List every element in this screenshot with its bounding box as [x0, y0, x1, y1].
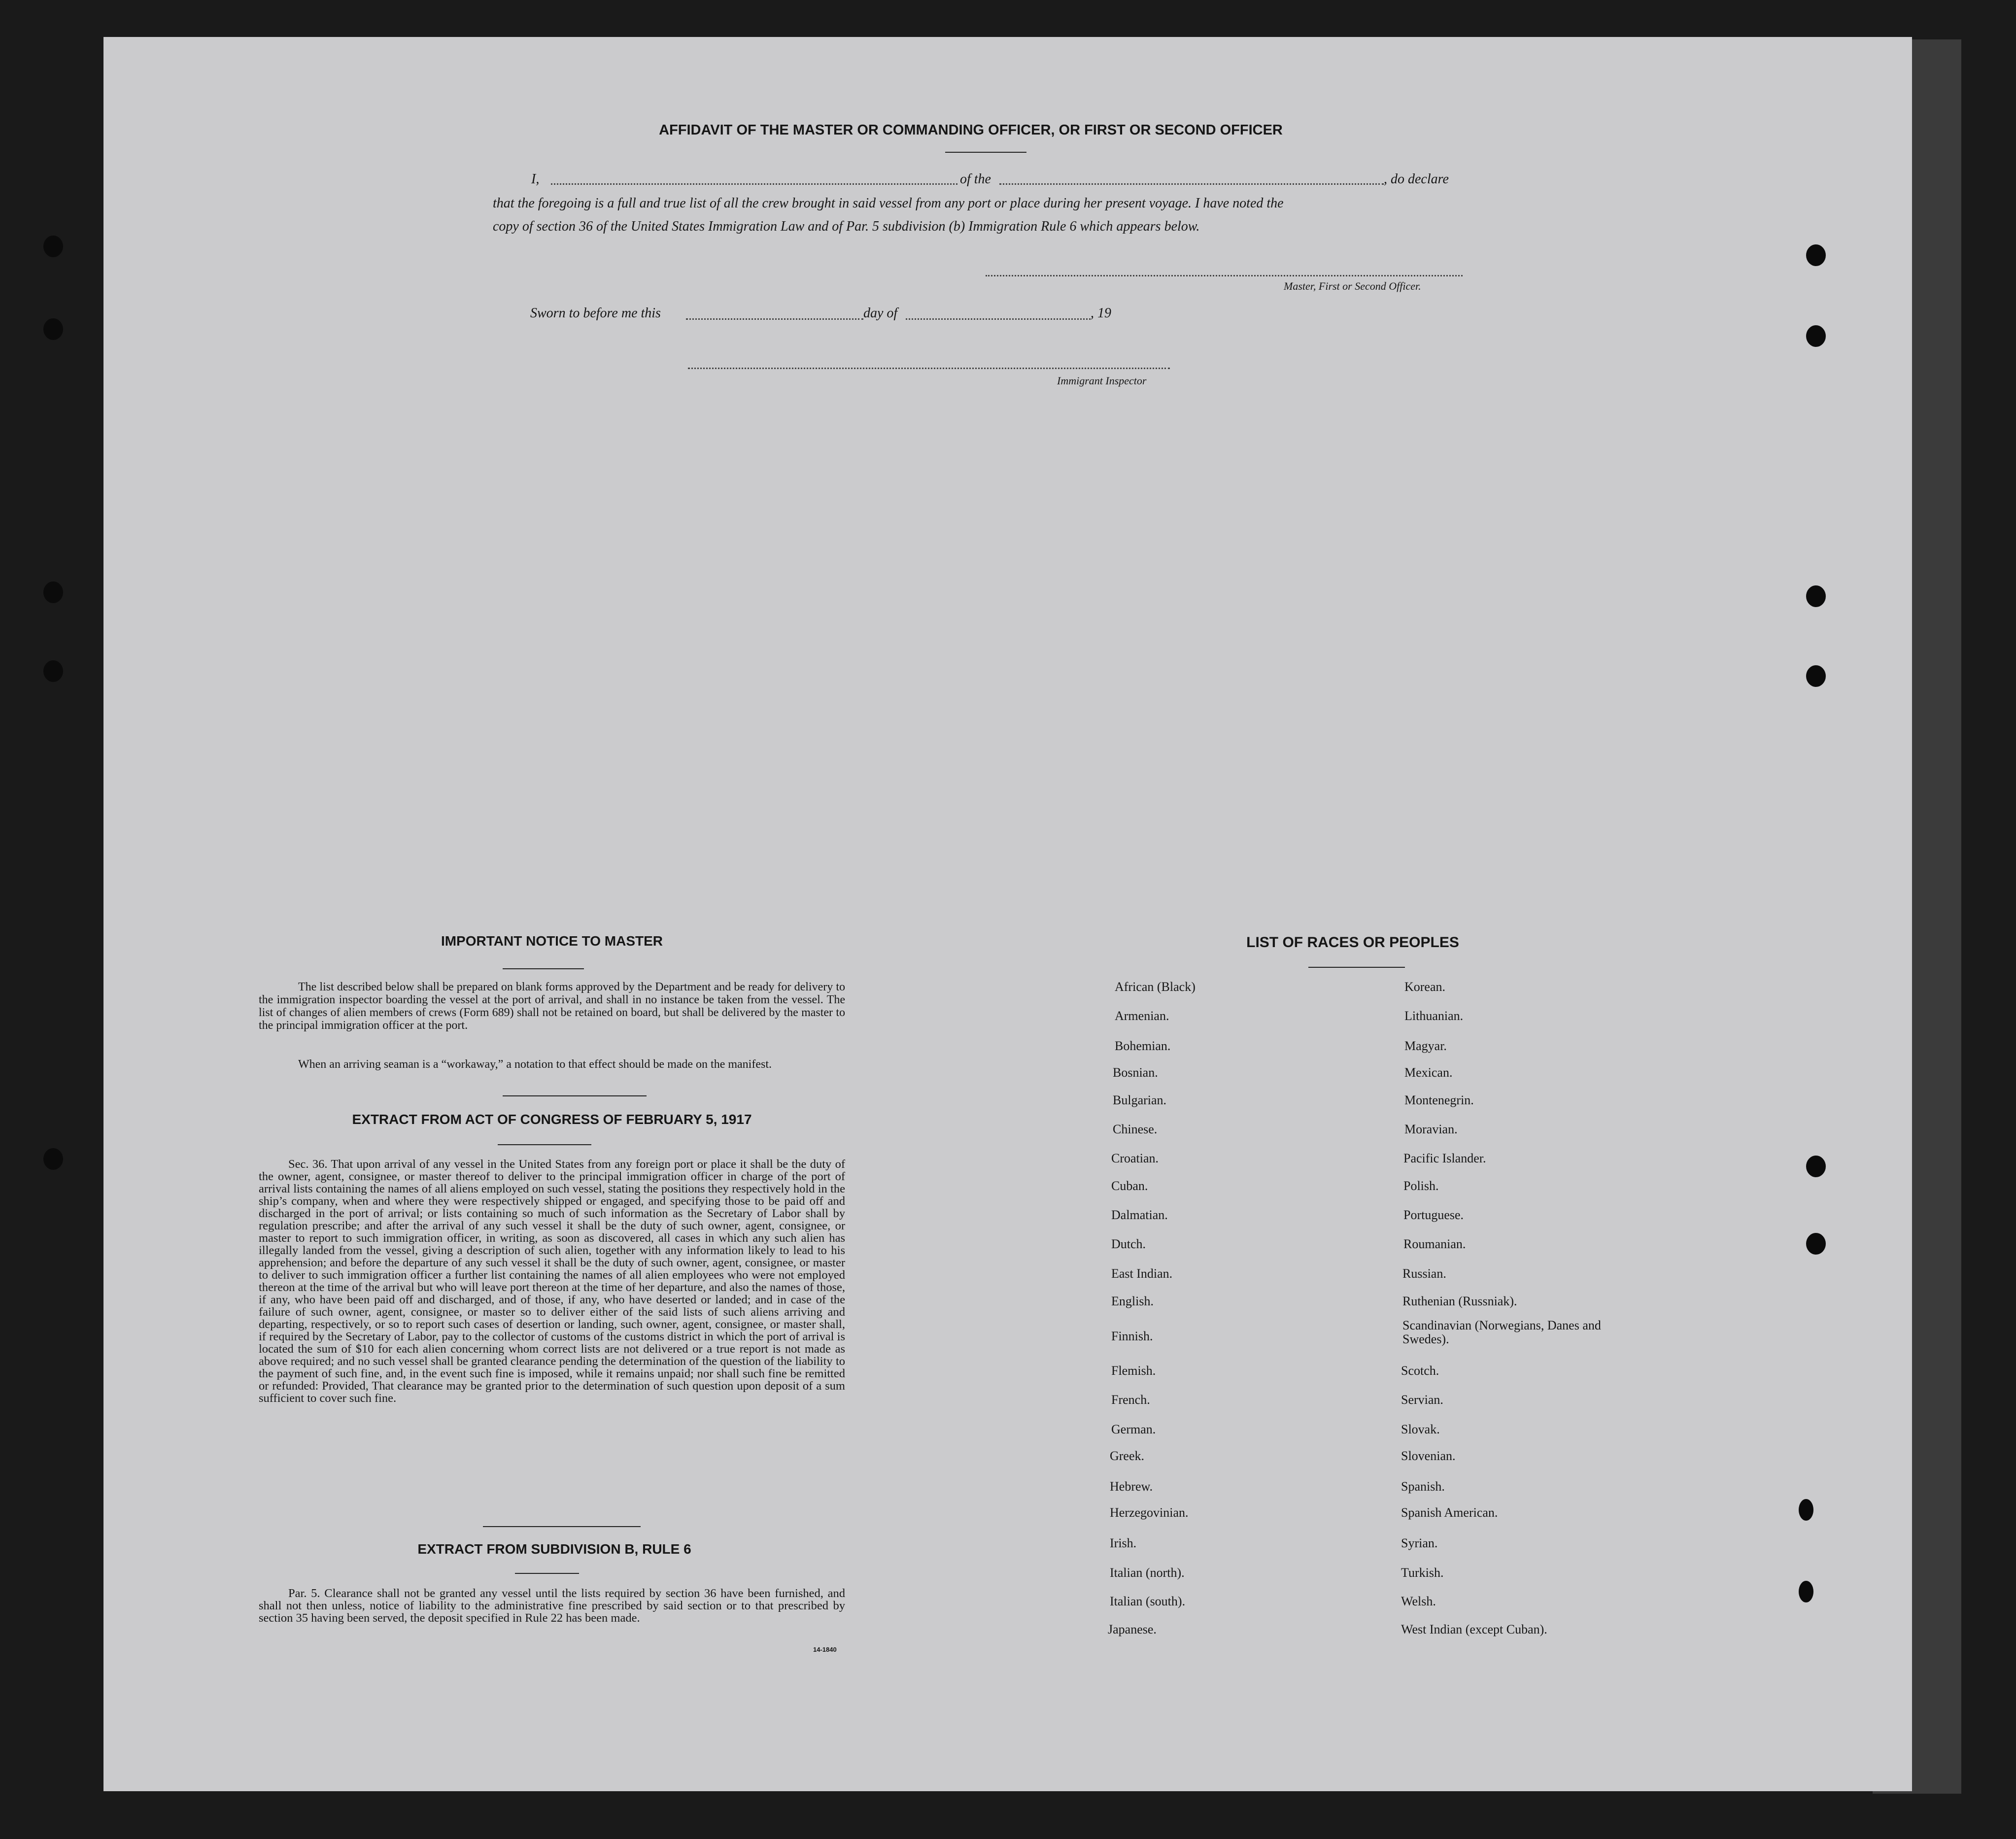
notice-paragraph-1: The list described below shall be prepared on blank forms approved by the Department and be ready for delivery to the immigration inspector boarding the vessel at the port of arrival, and shall in no instance be taken from the vessel. The list of changes of alien members of crews (Form 689) shall not be retained on board, but shall be delivered by the master to the principal immigration officer at the port. — [259, 981, 845, 1032]
officer-signature-label: Master, First or Second Officer. — [1284, 280, 1421, 292]
race-item: German. — [1111, 1422, 1156, 1436]
race-item: Montenegrin. — [1404, 1093, 1474, 1107]
race-item: Armenian. — [1115, 1009, 1169, 1023]
race-item: African (Black) — [1115, 980, 1196, 994]
binder-hole-right-1 — [1806, 244, 1826, 266]
sworn-day-field[interactable] — [686, 318, 863, 320]
race-item: Chinese. — [1113, 1122, 1158, 1136]
affidavit-title-rule — [945, 152, 1026, 153]
race-item: English. — [1111, 1294, 1154, 1308]
notice-end-rule — [503, 1095, 647, 1096]
inspector-signature-field[interactable] — [688, 368, 1170, 369]
race-item: Dalmatian. — [1111, 1208, 1168, 1222]
race-item: East Indian. — [1111, 1266, 1173, 1281]
act-extract-title: EXTRACT FROM ACT OF CONGRESS OF FEBRUARY 5, 1917 — [352, 1112, 752, 1127]
race-item: Syrian. — [1401, 1536, 1438, 1550]
binder-hole-right-6 — [1806, 1233, 1826, 1255]
race-item: Cuban. — [1111, 1179, 1148, 1193]
race-item: Pacific Islander. — [1403, 1151, 1486, 1165]
race-item: Lithuanian. — [1404, 1009, 1464, 1023]
race-item: French. — [1111, 1393, 1150, 1407]
race-item: Moravian. — [1404, 1122, 1458, 1136]
race-item: Greek. — [1110, 1449, 1145, 1463]
race-item: Spanish American. — [1401, 1505, 1498, 1520]
race-item: Irish. — [1110, 1536, 1137, 1550]
race-item: West Indian (except Cuban). — [1401, 1622, 1547, 1636]
race-item: Croatian. — [1111, 1151, 1159, 1165]
races-title-rule — [1308, 967, 1405, 968]
race-item: Portuguese. — [1403, 1208, 1464, 1222]
race-item: Roumanian. — [1403, 1237, 1466, 1251]
act-extract-title-rule — [498, 1144, 591, 1145]
binder-hole-right-2 — [1806, 325, 1826, 347]
race-item: Flemish. — [1111, 1363, 1156, 1378]
notice-paragraph-2: When an arriving seaman is a “workaway,” a notation to that effect should be made on the manifest. — [298, 1058, 772, 1071]
binder-hole-left-4 — [43, 660, 63, 682]
affidavit-title: AFFIDAVIT OF THE MASTER OR COMMANDING OFFICER, OR FIRST OR SECOND OFFICER — [659, 122, 1283, 138]
race-item: Korean. — [1404, 980, 1446, 994]
race-item: Mexican. — [1404, 1065, 1453, 1080]
binder-hole-left-5 — [43, 1148, 63, 1170]
binder-hole-right-5 — [1806, 1156, 1826, 1177]
officer-signature-field[interactable] — [986, 275, 1463, 276]
race-item: Ruthenian (Russniak). — [1402, 1294, 1517, 1308]
act-extract-text: Sec. 36. That upon arrival of any vessel in the United States from any foreign port or place it shall be the duty of the owner, agent, consignee, or master thereof to deliver to the principal immigration officer in charge of the port of arrival lists containing the names of all aliens employed on such vessel, stating the positions they respectively hold in the ship’s company, when and where they were respectively shipped or engaged, and specifying those to be paid off and discharged in the port of arrival; or lists containing so much of such information as the Secretary of Labor shall by regulation prescribe; and after the arrival of any such vessel it shall be the duty of such owner, agent, consignee, or master to report to such immigration officer, in writing, as soon as discovered, all cases in which any such alien has illegally landed from the vessel, giving a description of such alien, together with any information likely to lead to his apprehension; and before the departure of any such vessel it shall be the duty of such owner, agent, consignee, or master to deliver to such immigration officer a further list containing the names of all alien employees who were not employed thereon at the time of the arrival but who will leave port thereon at the time of her departure, and also the names of those, if any, who have been paid off and discharged, and of those, if any, who have deserted or landed; and in case of the failure of such owner, agent, consignee, or master so to deliver either of the said lists of such aliens arriving and departing, respectively, or so to report such cases of desertion or landing, such owner, agent, consignee, or master shall, if required by the Secretary of Labor, pay to the collector of customs of the customs district in which the port of arrival is located the sum of $10 for each alien concerning whom correct lists are not delivered or a true report is not made as above required; and no such vessel shall be granted clearance pending the determination of the question of the liability to the payment of such fine, and, in the event such fine is imposed, while it remains unpaid; nor shall such fine be remitted or refunded: Provided, That clearance may be granted prior to the determination of such question upon deposit of a sum sufficient to cover such fine. — [259, 1158, 845, 1405]
race-item: Finnish. — [1111, 1329, 1153, 1343]
manifest-page — [103, 37, 1912, 1791]
affidavit-declare: , do declare — [1384, 171, 1449, 187]
race-item: Polish. — [1403, 1179, 1439, 1193]
binder-hole-right-3 — [1806, 585, 1826, 607]
races-title: LIST OF RACES OR PEOPLES — [1246, 934, 1459, 951]
race-item: Spanish. — [1401, 1479, 1445, 1494]
race-item: Magyar. — [1404, 1039, 1447, 1053]
inspector-label: Immigrant Inspector — [1057, 375, 1147, 387]
race-item: Scandinavian (Norwegians, Danes and Swedes). — [1402, 1318, 1601, 1346]
sworn-year: , 19 — [1091, 306, 1111, 321]
affidavit-of-the: of the — [960, 171, 991, 187]
binder-hole-left-1 — [43, 236, 63, 257]
affidavit-line-3: copy of section 36 of the United States Immigration Law and of Par. 5 subdivision (b) Immigration Rule 6 which appears below. — [493, 219, 1200, 234]
race-item: Bohemian. — [1115, 1039, 1171, 1053]
binder-hole-right-4 — [1806, 665, 1826, 687]
rule-extract-title: EXTRACT FROM SUBDIVISION B, RULE 6 — [417, 1541, 691, 1557]
form-number: 14-1840 — [813, 1646, 837, 1653]
race-item: Bosnian. — [1113, 1065, 1158, 1080]
notice-title-rule — [503, 968, 584, 969]
race-item: Scotch. — [1401, 1363, 1439, 1378]
race-item: Turkish. — [1401, 1566, 1444, 1580]
race-item: Italian (north). — [1110, 1566, 1185, 1580]
race-item: Servian. — [1401, 1393, 1443, 1407]
sworn-month-field[interactable] — [906, 318, 1091, 320]
affidavit-i: I, — [531, 171, 540, 187]
master-name-field[interactable] — [551, 183, 957, 185]
rule-extract-title-rule — [515, 1573, 579, 1574]
race-item: Welsh. — [1401, 1594, 1436, 1608]
sworn-day-of: day of — [863, 306, 898, 321]
binder-hole-left-3 — [43, 581, 63, 603]
race-item: Japanese. — [1108, 1622, 1157, 1636]
race-item: Dutch. — [1111, 1237, 1146, 1251]
race-item: Hebrew. — [1110, 1479, 1153, 1494]
binder-hole-right-7 — [1799, 1499, 1813, 1521]
race-item: Slovak. — [1401, 1422, 1440, 1436]
affidavit-line-2: that the foregoing is a full and true list of all the crew brought in said vessel from any port or place during her present voyage. I have noted the — [493, 196, 1284, 211]
race-item: Slovenian. — [1401, 1449, 1456, 1463]
vessel-name-field[interactable] — [999, 183, 1384, 185]
page-surface — [103, 37, 1912, 1791]
race-item: Herzegovinian. — [1110, 1505, 1189, 1520]
race-item: Bulgarian. — [1113, 1093, 1167, 1107]
binder-hole-left-2 — [43, 318, 63, 340]
act-extract-end-rule — [483, 1526, 641, 1527]
sworn-prefix: Sworn to before me this — [530, 306, 661, 321]
race-item: Italian (south). — [1110, 1594, 1186, 1608]
notice-title: IMPORTANT NOTICE TO MASTER — [441, 933, 663, 949]
race-item: Russian. — [1402, 1266, 1446, 1281]
rule-extract-text: Par. 5. Clearance shall not be granted any vessel until the lists required by section 36 have been furnished, and shall not then unless, notice of liability to the administrative fine prescribed by said section or to that prescribed by section 35 having been served, the deposit specified in Rule 22 has been made. — [259, 1587, 845, 1625]
binder-hole-right-8 — [1799, 1581, 1813, 1602]
